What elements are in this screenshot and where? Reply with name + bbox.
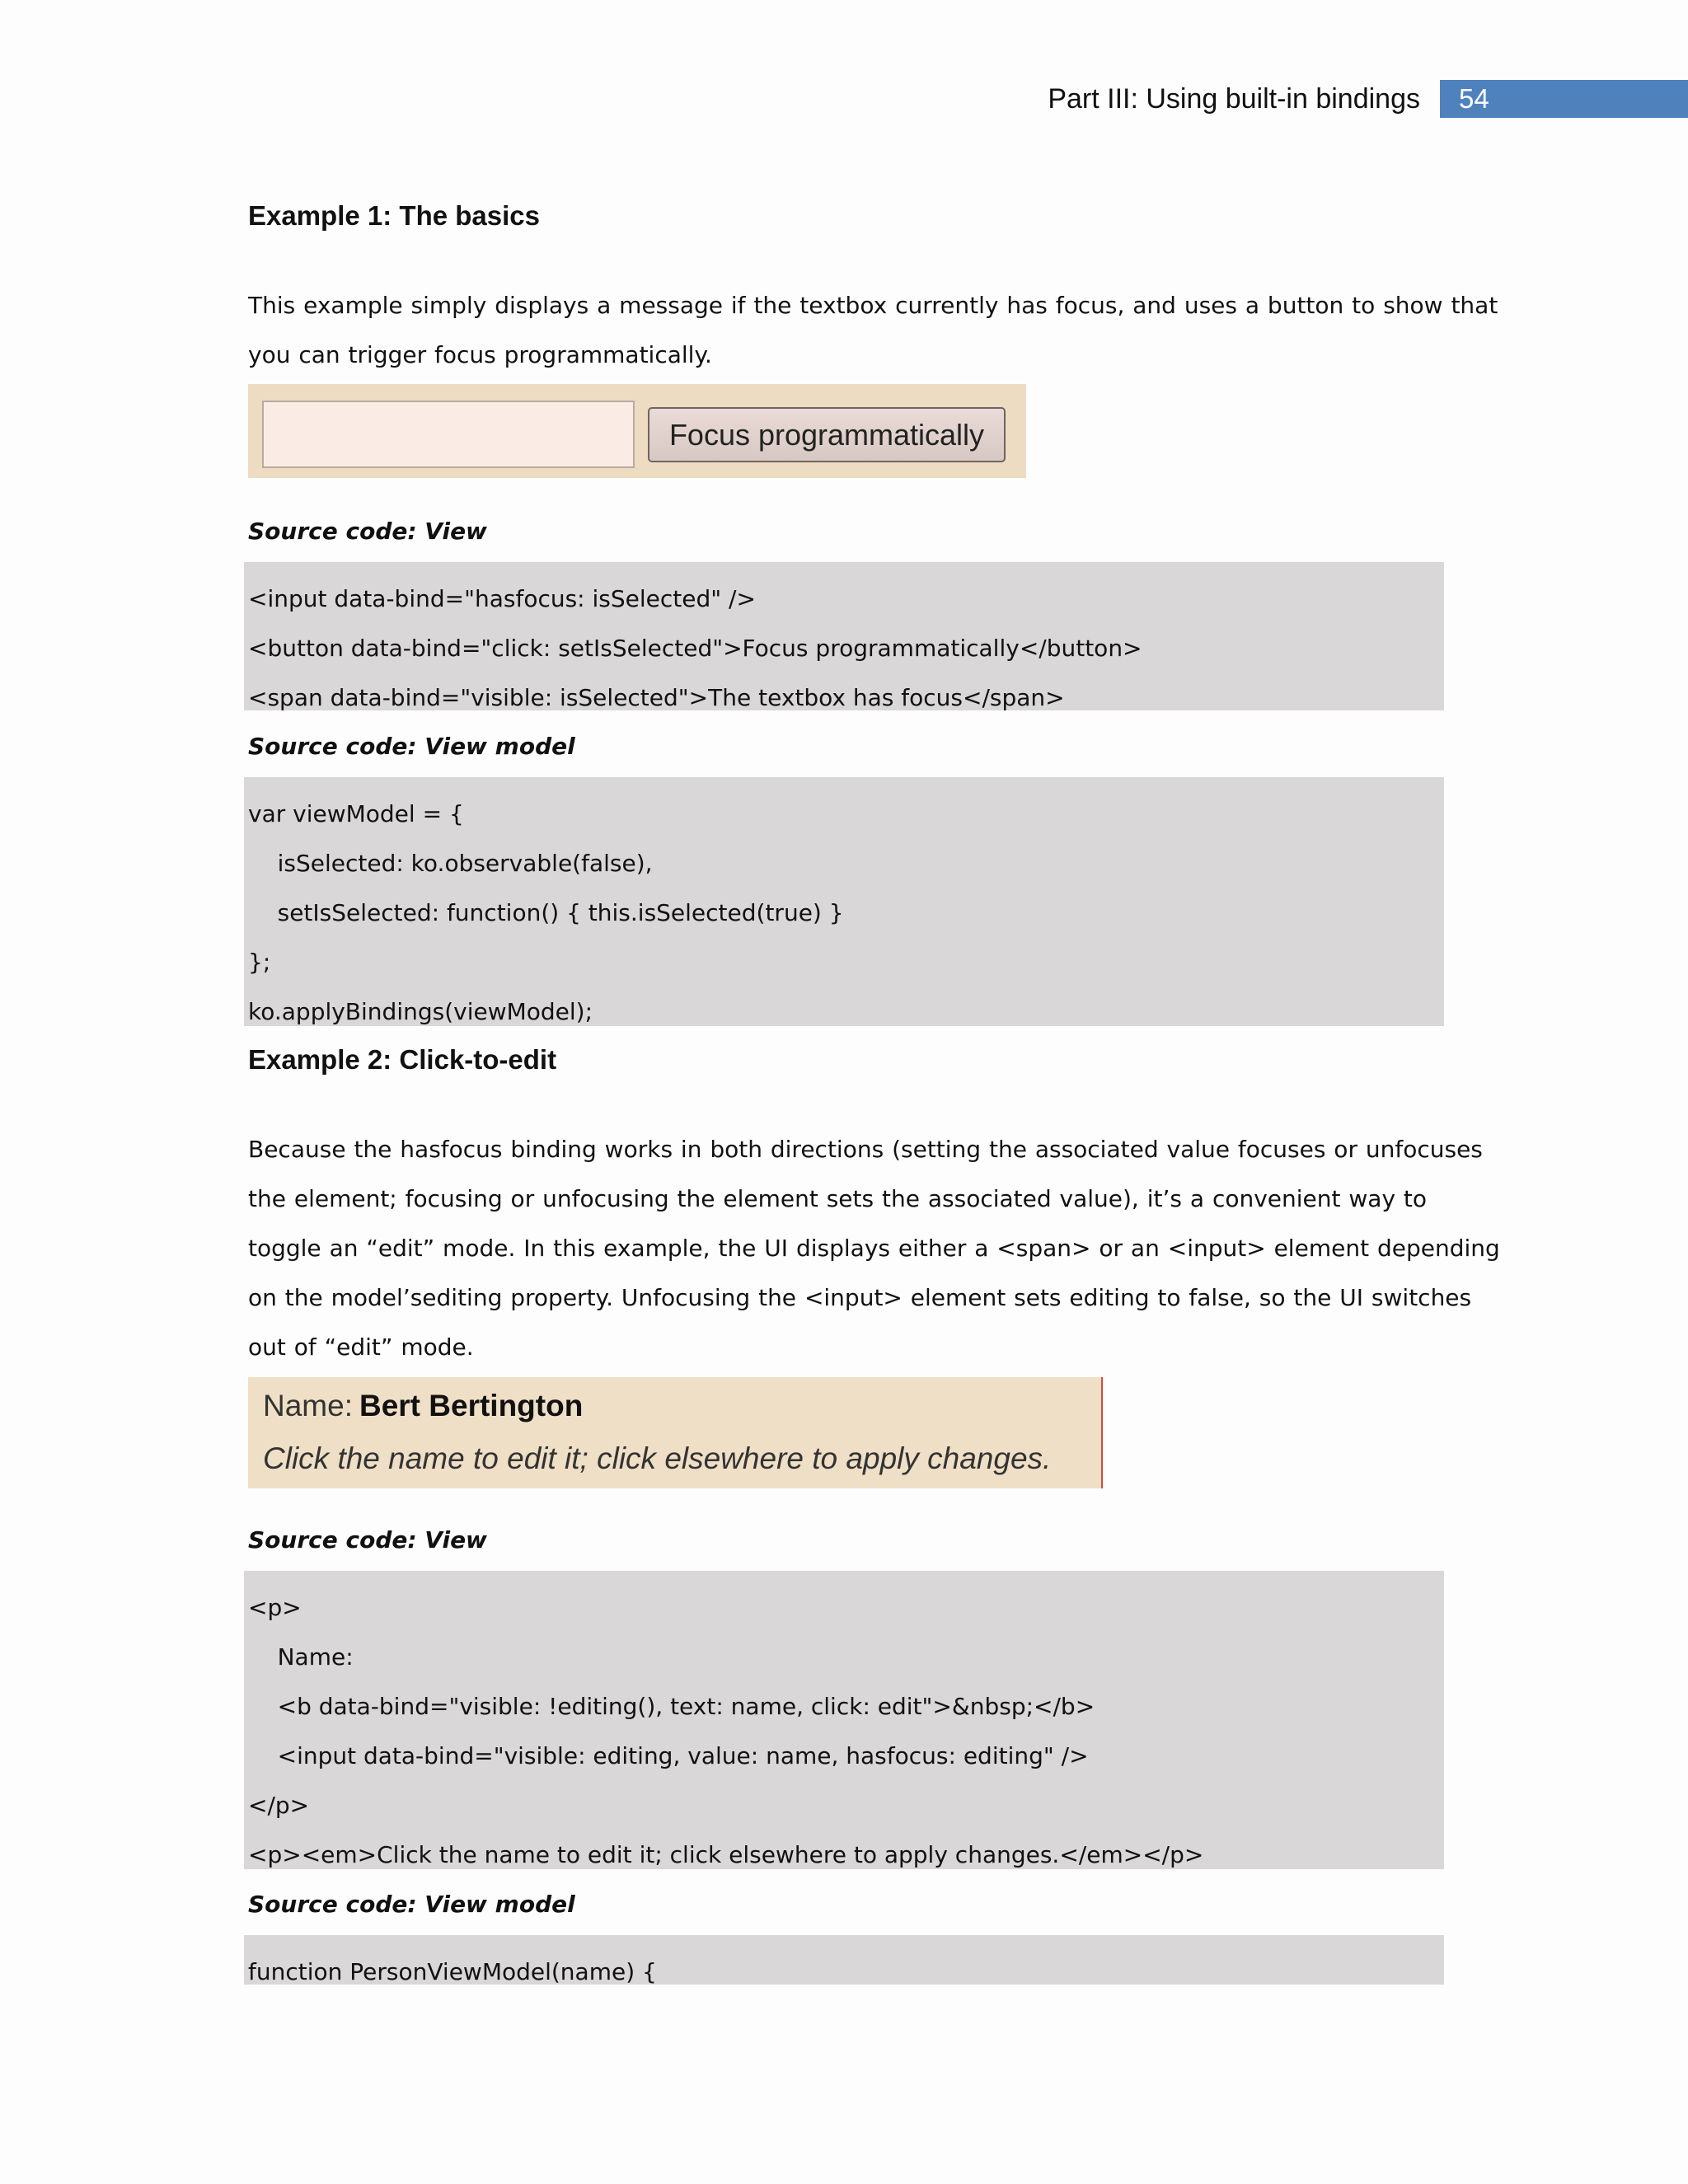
example1-demo bbox=[248, 384, 1026, 478]
paragraph-line: toggle an “edit” mode. In this example, the UI displays either a <span> or an <input> element depending bbox=[248, 1235, 1500, 1262]
code-line: <b data-bind="visible: !editing(), text: name, click: edit">&nbsp;</b> bbox=[248, 1693, 1095, 1720]
code-line: <input data-bind="hasfocus: isSelected" /> bbox=[248, 585, 756, 612]
focus-textbox[interactable] bbox=[262, 401, 635, 468]
example2-view-code bbox=[244, 1571, 1444, 1869]
paragraph-line: the element; focusing or unfocusing the element sets the associated value), it’s a convenient way to bbox=[248, 1185, 1428, 1212]
code-line: var viewModel = { bbox=[248, 800, 464, 827]
example1-view-label: Source code: View bbox=[248, 518, 487, 545]
paragraph-line: on the model’sediting property. Unfocusing the <input> element sets editing to false, so the UI switches bbox=[248, 1284, 1472, 1311]
name-value[interactable]: Bert Bertington bbox=[359, 1389, 584, 1422]
code-line: setIsSelected: function() { this.isSelected(true) } bbox=[248, 899, 844, 926]
code-line: }; bbox=[248, 949, 271, 976]
focus-programmatically-button[interactable]: Focus programmatically bbox=[648, 407, 1006, 462]
paragraph-line: This example simply displays a message if the textbox currently has focus, and uses a button to show that bbox=[248, 292, 1498, 319]
page-header bbox=[0, 80, 1688, 118]
example1-heading: Example 1: The basics bbox=[248, 200, 540, 231]
example2-view-label: Source code: View bbox=[248, 1526, 487, 1554]
edit-hint: Click the name to edit it; click elsewhere to apply changes. bbox=[263, 1441, 1052, 1475]
code-line: <p><em>Click the name to edit it; click elsewhere to apply changes.</em></p> bbox=[248, 1841, 1204, 1868]
header-title: Part III: Using built-in bindings bbox=[1048, 83, 1420, 115]
page-number: 54 bbox=[1459, 83, 1489, 114]
code-line: Name: bbox=[248, 1643, 354, 1671]
example2-description bbox=[248, 1125, 1500, 1372]
example2-heading: Example 2: Click-to-edit bbox=[248, 1044, 557, 1075]
name-label: Name: bbox=[263, 1389, 353, 1422]
code-line: </p> bbox=[248, 1792, 310, 1819]
paragraph-line: you can trigger focus programmatically. bbox=[248, 341, 712, 368]
example1-description bbox=[248, 281, 1498, 380]
example2-viewmodel-code bbox=[244, 1935, 1444, 1985]
example1-view-code bbox=[244, 562, 1444, 710]
paragraph-line: out of “edit” mode. bbox=[248, 1333, 474, 1361]
paragraph-line: Because the hasfocus binding works in both directions (setting the associated value focuses or unfocuses bbox=[248, 1136, 1483, 1163]
example1-viewmodel-label: Source code: View model bbox=[248, 733, 575, 760]
code-line: function PersonViewModel(name) { bbox=[248, 1958, 657, 1985]
code-line: <button data-bind="click: setIsSelected">Focus programmatically</button> bbox=[248, 635, 1142, 662]
page-number-badge bbox=[1440, 80, 1688, 118]
name-row bbox=[263, 1389, 583, 1423]
code-line: <span data-bind="visible: isSelected">The textbox has focus</span> bbox=[248, 684, 1065, 710]
example2-demo bbox=[248, 1377, 1103, 1488]
code-line: isSelected: ko.observable(false), bbox=[248, 850, 653, 877]
code-line: <p> bbox=[248, 1594, 302, 1621]
code-line: <input data-bind="visible: editing, value: name, hasfocus: editing" /> bbox=[248, 1742, 1089, 1769]
example2-viewmodel-label: Source code: View model bbox=[248, 1891, 575, 1918]
code-line: ko.applyBindings(viewModel); bbox=[248, 998, 593, 1025]
example1-viewmodel-code bbox=[244, 777, 1444, 1026]
